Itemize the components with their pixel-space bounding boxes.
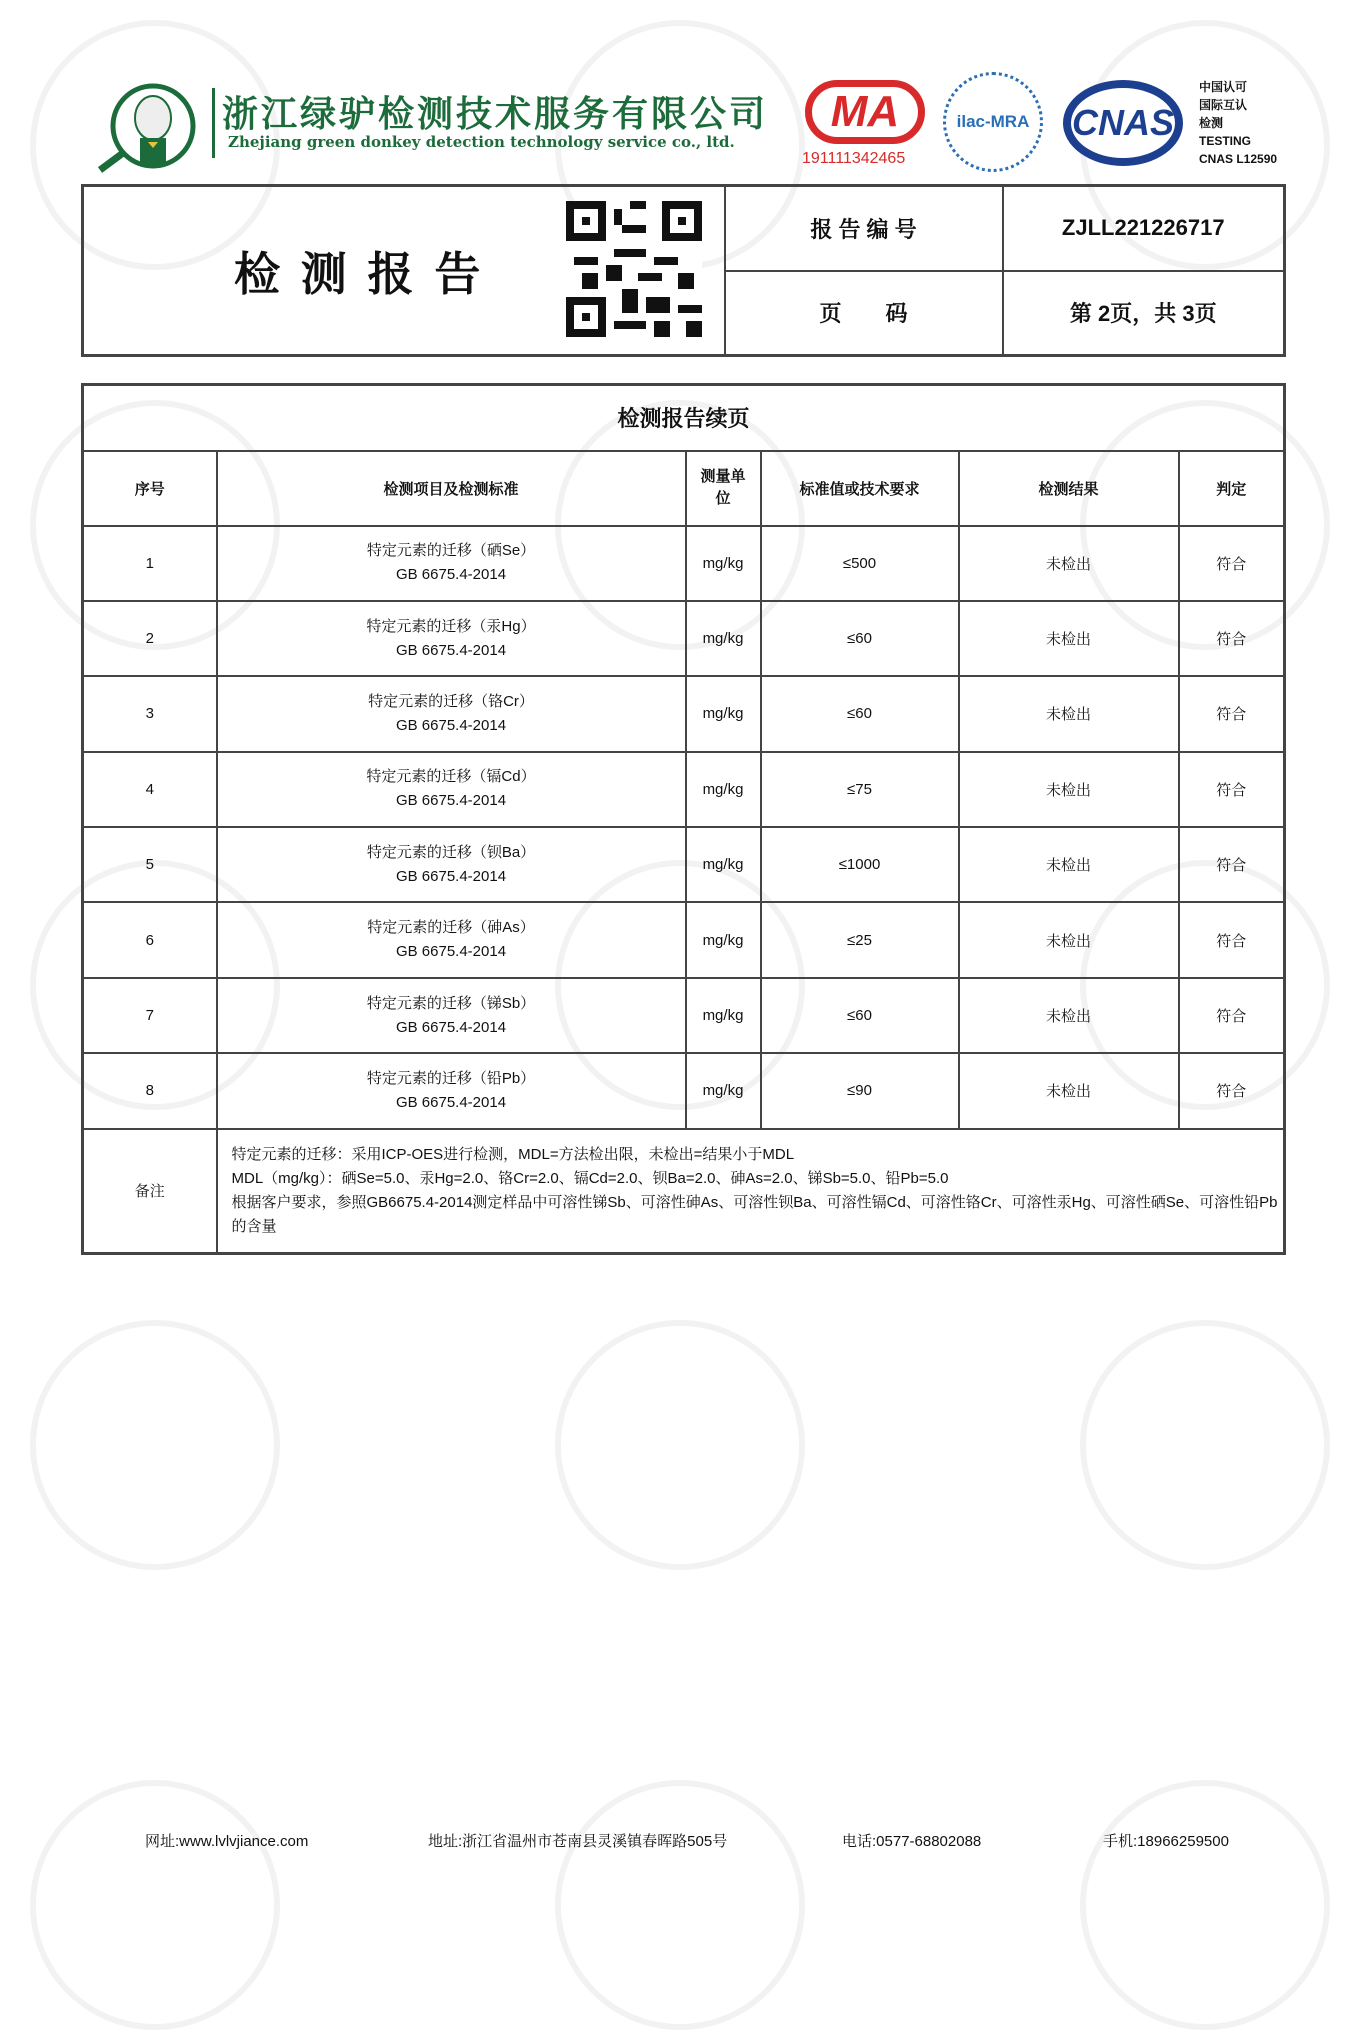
unit-text: mg/kg bbox=[702, 1007, 744, 1025]
test-item bbox=[217, 902, 686, 977]
judgement-text: 符合 bbox=[1216, 555, 1247, 573]
unit-text: mg/kg bbox=[702, 1082, 744, 1100]
remark-line: 根据客户要求，参照GB6675.4-2014测定样品中可溶性锑Sb、可溶性砷As、可溶性钡Ba、可溶性镉Cd、可溶性铬Cr、可溶性汞Hg、可溶性硒Se、可溶性铅Pb的含量 bbox=[231, 1193, 1278, 1235]
table-title: 检测报告续页 bbox=[83, 385, 1285, 451]
company-name-cn: 浙江绿驴检测技术服务有限公司 bbox=[222, 93, 769, 135]
judgement-text: 符合 bbox=[1216, 781, 1247, 799]
test-standard: GB 6675.4-2014 bbox=[395, 943, 507, 961]
limit bbox=[761, 676, 959, 751]
row-number-text: 2 bbox=[145, 630, 154, 648]
limit bbox=[761, 978, 959, 1053]
limit-text: ≤25 bbox=[847, 931, 872, 949]
row-number bbox=[83, 752, 217, 827]
row-number bbox=[83, 1053, 217, 1128]
footer-phone: 电话:0577-68802088 bbox=[842, 1833, 982, 1850]
results-table bbox=[81, 383, 1286, 1255]
table-row bbox=[83, 752, 1285, 827]
limit bbox=[761, 827, 959, 902]
company-name-en: Zhejiang green donkey detection technology service co., ltd. bbox=[228, 133, 735, 151]
judgement bbox=[1179, 827, 1285, 902]
test-standard: GB 6675.4-2014 bbox=[395, 792, 507, 810]
test-item bbox=[217, 676, 686, 751]
result bbox=[959, 978, 1179, 1053]
judgement bbox=[1179, 752, 1285, 827]
unit bbox=[686, 1053, 761, 1128]
test-item-name: 特定元素的迁移（砷As） bbox=[367, 919, 535, 937]
row-number bbox=[83, 827, 217, 902]
limit bbox=[761, 1053, 959, 1128]
cnas-line: 检测 bbox=[1199, 116, 1224, 130]
cnas-logo: CNAS bbox=[1063, 80, 1183, 166]
footer-mobile: 手机:18966259500 bbox=[1103, 1833, 1229, 1850]
result bbox=[959, 526, 1179, 601]
table-row bbox=[83, 902, 1285, 977]
unit-text: mg/kg bbox=[702, 705, 744, 723]
unit bbox=[686, 601, 761, 676]
result-text: 未检出 bbox=[1045, 857, 1091, 875]
table-row bbox=[83, 601, 1285, 676]
row-number bbox=[83, 676, 217, 751]
judgement bbox=[1179, 978, 1285, 1053]
page-value: 第 2页，共 3页 bbox=[1003, 271, 1285, 356]
table-row bbox=[83, 526, 1285, 601]
test-item-name: 特定元素的迁移（锑Sb） bbox=[366, 994, 536, 1012]
test-item bbox=[217, 978, 686, 1053]
result bbox=[959, 752, 1179, 827]
judgement-text: 符合 bbox=[1216, 631, 1247, 649]
col-header: 判定 bbox=[1179, 451, 1285, 526]
cnas-line: 中国认可 bbox=[1199, 80, 1248, 94]
row-number-text: 6 bbox=[145, 931, 154, 949]
result-text: 未检出 bbox=[1045, 631, 1091, 649]
result-text: 未检出 bbox=[1045, 932, 1091, 950]
test-standard: GB 6675.4-2014 bbox=[395, 867, 507, 885]
col-header: 序号 bbox=[83, 451, 217, 526]
row-number bbox=[83, 526, 217, 601]
cnas-line: 国际互认 bbox=[1199, 98, 1248, 112]
unit bbox=[686, 978, 761, 1053]
donkey-logo-icon bbox=[98, 78, 198, 174]
limit-text: ≤60 bbox=[847, 705, 872, 723]
test-item-name: 特定元素的迁移（镉Cd） bbox=[366, 768, 536, 786]
judgement-text: 符合 bbox=[1216, 857, 1247, 875]
table-row bbox=[83, 1053, 1285, 1128]
unit bbox=[686, 526, 761, 601]
result-text: 未检出 bbox=[1045, 781, 1091, 799]
judgement-text: 符合 bbox=[1216, 1083, 1247, 1101]
limit bbox=[761, 752, 959, 827]
footer-website: 网址:www.lvlvjiance.com bbox=[145, 1833, 309, 1850]
result bbox=[959, 902, 1179, 977]
judgement-text: 符合 bbox=[1216, 1008, 1247, 1026]
result-text: 未检出 bbox=[1045, 1008, 1091, 1026]
result-text: 未检出 bbox=[1045, 706, 1091, 724]
unit-text: mg/kg bbox=[702, 554, 744, 572]
report-no-value: ZJLL221226717 bbox=[1003, 186, 1285, 271]
limit-text: ≤60 bbox=[847, 630, 872, 648]
cnas-text bbox=[1199, 78, 1277, 168]
row-number bbox=[83, 902, 217, 977]
report-no-label: 报 告 编 号 bbox=[725, 186, 1003, 271]
test-standard: GB 6675.4-2014 bbox=[395, 716, 507, 734]
footer-address: 地址:浙江省温州市苍南县灵溪镇春晖路505号 bbox=[428, 1833, 728, 1850]
test-item bbox=[217, 1053, 686, 1128]
unit bbox=[686, 752, 761, 827]
test-item bbox=[217, 752, 686, 827]
row-number bbox=[83, 978, 217, 1053]
table-row bbox=[83, 676, 1285, 751]
remark-line: MDL（mg/kg）：硒Se=5.0、汞Hg=2.0、铬Cr=2.0、镉Cd=2.0、钡Ba=2.0、砷As=2.0、锑Sb=5.0、铅Pb=5.0 bbox=[231, 1169, 949, 1187]
limit-text: ≤75 bbox=[847, 780, 872, 798]
result bbox=[959, 601, 1179, 676]
test-item bbox=[217, 526, 686, 601]
result bbox=[959, 1053, 1179, 1128]
judgement bbox=[1179, 902, 1285, 977]
unit-text: mg/kg bbox=[702, 931, 744, 949]
limit-text: ≤1000 bbox=[838, 856, 881, 874]
row-number-text: 8 bbox=[145, 1082, 154, 1100]
unit bbox=[686, 902, 761, 977]
qr-code-icon bbox=[566, 201, 702, 337]
judgement bbox=[1179, 676, 1285, 751]
row-number bbox=[83, 601, 217, 676]
test-standard: GB 6675.4-2014 bbox=[395, 1093, 507, 1111]
unit-text: mg/kg bbox=[702, 856, 744, 874]
test-item-name: 特定元素的迁移（铅Pb） bbox=[366, 1069, 536, 1087]
table-row bbox=[83, 827, 1285, 902]
table-row bbox=[83, 978, 1285, 1053]
test-item-name: 特定元素的迁移（汞Hg） bbox=[366, 617, 536, 635]
limit bbox=[761, 902, 959, 977]
judgement-text: 符合 bbox=[1216, 706, 1247, 724]
divider bbox=[212, 88, 215, 158]
limit bbox=[761, 601, 959, 676]
test-item bbox=[217, 827, 686, 902]
judgement-text: 符合 bbox=[1216, 932, 1247, 950]
test-item-name: 特定元素的迁移（钡Ba） bbox=[366, 843, 536, 861]
row-number-text: 5 bbox=[145, 856, 154, 874]
report-title: 检 测 报 告 bbox=[234, 247, 485, 300]
result bbox=[959, 676, 1179, 751]
row-number-text: 4 bbox=[145, 780, 154, 798]
col-header: 测量单位 bbox=[686, 451, 761, 526]
cnas-line: TESTING bbox=[1199, 134, 1252, 148]
judgement bbox=[1179, 526, 1285, 601]
cma-number: 191111342465 bbox=[802, 150, 906, 167]
col-header: 检测结果 bbox=[959, 451, 1179, 526]
report-header-table bbox=[81, 184, 1286, 357]
test-item-name: 特定元素的迁移（铬Cr） bbox=[368, 692, 534, 710]
result-text: 未检出 bbox=[1045, 555, 1091, 573]
col-header: 检测项目及检测标准 bbox=[217, 451, 686, 526]
test-item-name: 特定元素的迁移（硒Se） bbox=[366, 542, 536, 560]
unit bbox=[686, 676, 761, 751]
row-number-text: 3 bbox=[145, 705, 154, 723]
judgement bbox=[1179, 1053, 1285, 1128]
test-standard: GB 6675.4-2014 bbox=[395, 566, 507, 584]
test-standard: GB 6675.4-2014 bbox=[395, 1018, 507, 1036]
page-label: 页 码 bbox=[725, 271, 1003, 356]
cnas-line: CNAS L12590 bbox=[1199, 152, 1278, 166]
test-item bbox=[217, 601, 686, 676]
test-standard: GB 6675.4-2014 bbox=[395, 641, 507, 659]
unit-text: mg/kg bbox=[702, 780, 744, 798]
row-number-text: 7 bbox=[145, 1007, 154, 1025]
cma-logo: MA bbox=[805, 80, 925, 144]
remark-line: 特定元素的迁移：采用ICP-OES进行检测，MDL=方法检出限，未检出=结果小于MDL bbox=[231, 1145, 795, 1163]
result-text: 未检出 bbox=[1045, 1083, 1091, 1101]
remarks-label: 备注 bbox=[83, 1129, 217, 1254]
limit bbox=[761, 526, 959, 601]
unit bbox=[686, 827, 761, 902]
limit-text: ≤90 bbox=[847, 1082, 872, 1100]
row-number-text: 1 bbox=[145, 554, 154, 572]
judgement bbox=[1179, 601, 1285, 676]
unit-text: mg/kg bbox=[702, 630, 744, 648]
remarks-cell bbox=[217, 1129, 1285, 1254]
col-header: 标准值或技术要求 bbox=[761, 451, 959, 526]
ilac-mra-logo: ilac-MRA bbox=[943, 72, 1043, 172]
report-title-cell bbox=[83, 186, 725, 356]
limit-text: ≤500 bbox=[842, 554, 877, 572]
result bbox=[959, 827, 1179, 902]
limit-text: ≤60 bbox=[847, 1007, 872, 1025]
